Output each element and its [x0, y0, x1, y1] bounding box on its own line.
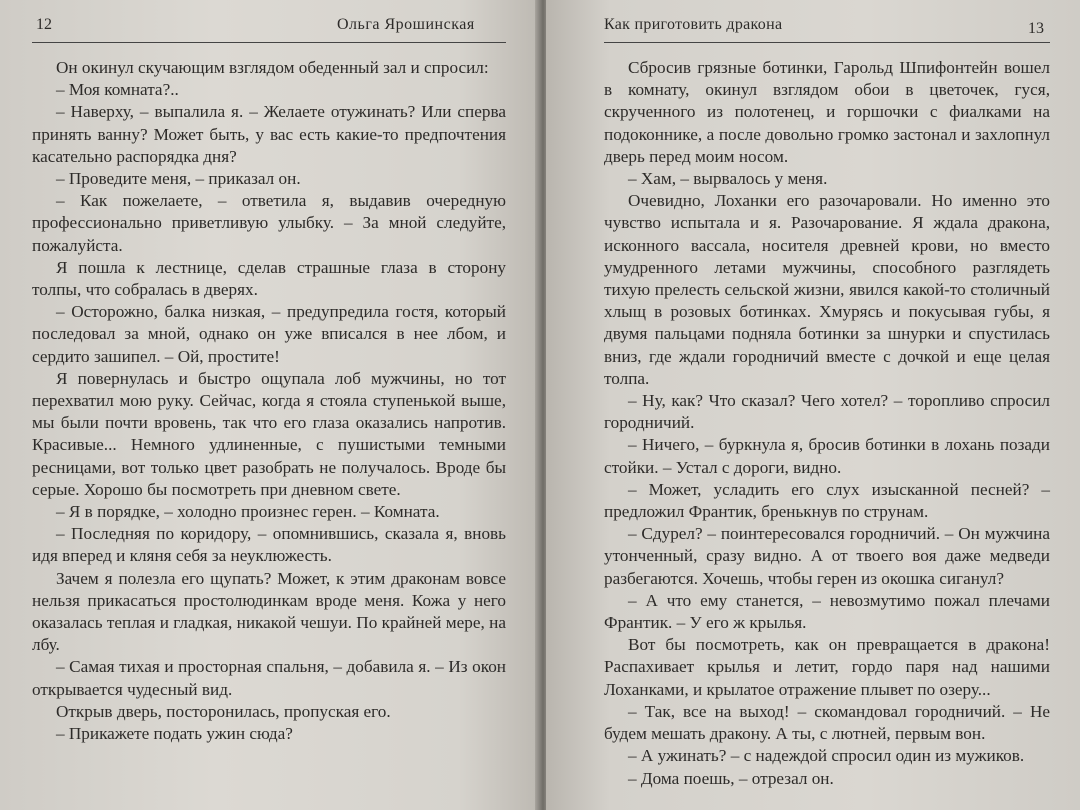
paragraph: – Как пожелаете, – ответила я, выдавив очередную профессионально приветливую улыбку. – За мной следуйте, пожалуйста.	[32, 191, 506, 255]
paragraph: – Наверху, – выпалила я. – Желаете отужинать? Или сперва принять ванну? Может быть, у вас есть какие-то предпочтения касательно распорядка дня?	[32, 102, 506, 166]
paragraph: – Моя комната?..	[56, 80, 179, 100]
left-page-text	[32, 57, 506, 745]
paragraph: – Прикажете подать ужин сюда?	[56, 724, 293, 744]
page-number: 13	[1028, 20, 1044, 37]
paragraph: – Ничего, – буркнула я, бросив ботинки в лохань позади стойки. – Устал с дороги, видно.	[604, 435, 1050, 477]
paragraph: Я пошла к лестнице, сделав страшные глаза в сторону толпы, что собралась в дверях.	[32, 257, 506, 300]
paragraph: – Ну, как? Что сказал? Чего хотел? – торопливо спросил городничий.	[604, 391, 1050, 433]
paragraph: Он окинул скучающим взглядом обеденный зал и спросил:	[56, 58, 489, 77]
paragraph: Сбросив грязные ботинки, Гарольд Шпифонтейн вошел в комнату, окинул взглядом обои в цветочек, гуся, скрученного из полотенец, и горшочки с фиалками на подоконнике, а после довольно громко застонал и захлопнул дверь перед моим носом.	[604, 58, 1050, 166]
paragraph: – Я в порядке, – холодно произнес герен. – Комната.	[56, 502, 440, 522]
author-header: Ольга Ярошинская	[337, 16, 475, 33]
paragraph: – Сдурел? – поинтересовался городничий. – Он мужчина утонченный, сразу видно. А от твоего воя даже медведи разбегаются. Хочешь, чтобы герен из окошка сиганул?	[604, 524, 1050, 588]
paragraph: – Проведите меня, – приказал он.	[56, 169, 301, 189]
paragraph: – Самая тихая и просторная спальня, – добавила я. – Из окон открывается чудесный вид.	[32, 657, 506, 699]
left-page-header	[32, 0, 506, 43]
paragraph: Вот бы посмотреть, как он превращается в дракона! Распахивает крылья и летит, гордо паря над нашими Лоханками, и крылатое отражение плывет по озеру...	[604, 635, 1050, 699]
right-page-header	[604, 0, 1050, 43]
paragraph: Я повернулась и быстро ощупала лоб мужчины, но тот перехватил мою руку. Сейчас, когда я стояла ступенькой выше, мы были почти вровень, так что его глаза оказались напротив. Красивые... Немного удлиненные, с пушистыми темными ресницами, вот только цвет разобрать не получалось. Вроде бы серые. Хорошо бы посмотреть при дневном свете.	[32, 368, 506, 499]
paragraph: – Дома поешь, – отрезал он.	[628, 768, 834, 788]
paragraph: – Хам, – вырвалось у меня.	[628, 169, 828, 189]
page-number: 12	[36, 16, 52, 33]
paragraph: Зачем я полезла его щупать? Может, к этим драконам вовсе нельзя прикасаться простолюдинкам вроде меня. Кожа у него оказалась теплая и гладкая, никакой чешуи. По крайней мере, на лбу.	[32, 568, 506, 655]
book-title-header: Как приготовить дракона	[604, 16, 783, 33]
right-page-text	[604, 57, 1050, 790]
right-page	[546, 0, 1080, 810]
paragraph: – А ужинать? – с надеждой спросил один из мужиков.	[628, 746, 1025, 766]
paragraph: Очевидно, Лоханки его разочаровали. Но именно это чувство испытала и я. Разочарование. Я ждала дракона, исконного вассала, носителя древней крови, но вместо умудренного летами мужчины, способного разглядеть тихую прелесть сельской жизни, явился какой-то столичный хлыщ в розовых ботинках. Хмурясь и покусывая губы, я двумя пальцами подняла ботинки за шнурки и спустилась вниз, где ждали городничий вместе с дочкой и еще целая толпа.	[604, 191, 1050, 388]
paragraph: – Так, все на выход! – скомандовал городничий. – Не будем мешать дракону. А ты, с лютней, первым вон.	[604, 701, 1050, 744]
paragraph: – Осторожно, балка низкая, – предупредила гостя, который последовал за мной, однако он уже вписался в нее лбом, и сердито зашипел. – Ой, простите!	[32, 302, 506, 366]
paragraph: – А что ему станется, – невозмутимо пожал плечами Франтик. – У его ж крылья.	[604, 590, 1050, 633]
paragraph: – Может, усладить его слух изысканной песней? – предложил Франтик, бренькнув по струнам.	[604, 479, 1050, 522]
paragraph: – Последняя по коридору, – опомнившись, сказала я, вновь идя вперед и кляня себя за неуклюжесть.	[32, 524, 506, 566]
paragraph: Открыв дверь, посторонилась, пропуская его.	[56, 701, 391, 721]
